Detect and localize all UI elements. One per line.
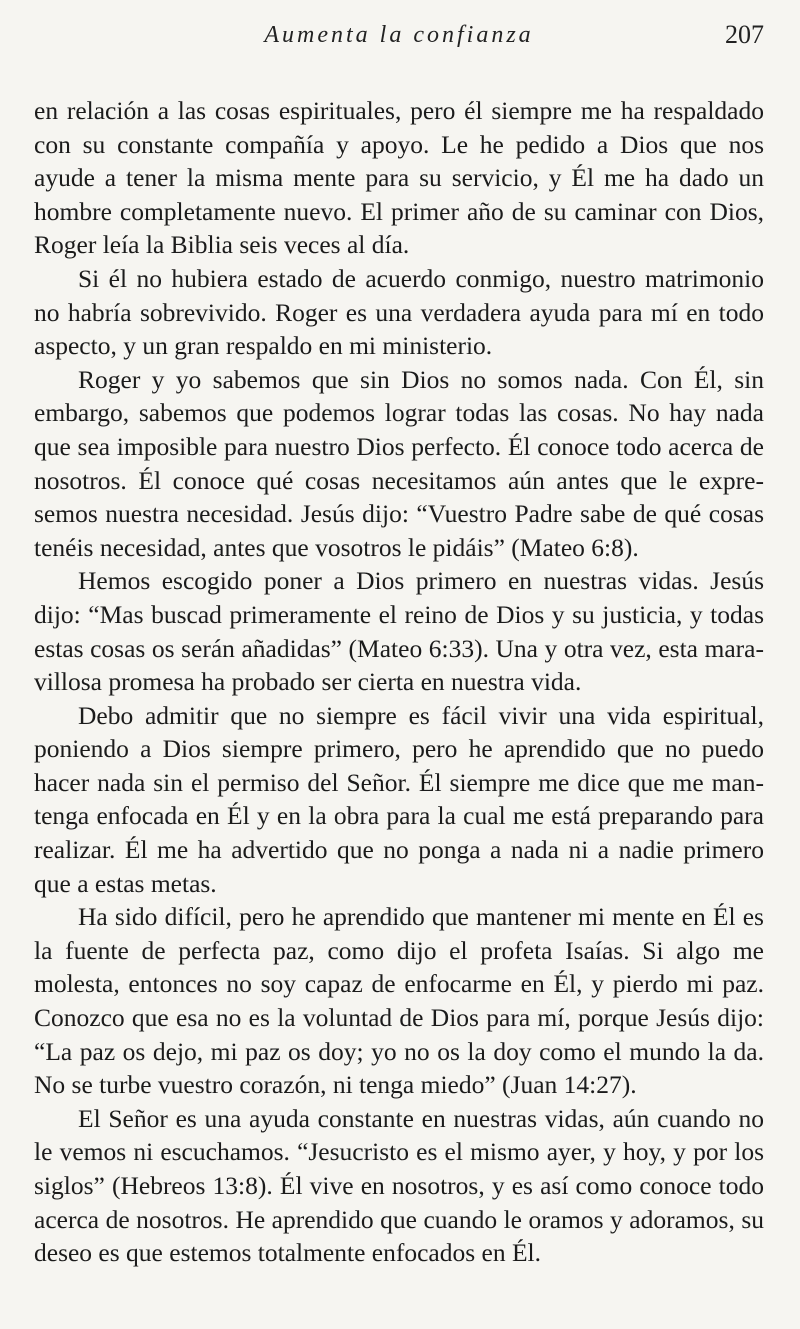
paragraph-5: Debo admitir que no siempre es fácil vivir una vida espiritual, poniendo a Dios siempre primero, pero he aprendido que no puedo hacer nada sin el permiso del Señor. Él siempre me dice que me mantenga enfocada en Él y en la obra para la cual me está preparando para realizar. Él me ha advertido que no ponga a nada ni a nadie primero que a estas metas. [34,700,764,898]
page-header [34,18,764,58]
page-number: 207 [725,20,764,49]
paragraph-7: El Señor es una ayuda constante en nuestras vidas, aún cuando no le vemos ni escuchamos. “Jesucristo es el mismo ayer, y hoy, y por los siglos” (Hebreos 13:8). Él vive en nosotros, y es así como conoce todo acerca de nosotros. He aprendido que cuando le oramos y adoramos, su deseo es que estemos totalmente enfocados en Él. [34,1103,764,1268]
paragraph-2: Si él no hubiera estado de acuerdo conmigo, nuestro matrimonio no habría sobrevivido. Roger es una verdadera ayuda para mí en todo aspecto, y un gran respaldo en mi ministerio. [34,263,764,361]
paragraph-4: Hemos escogido poner a Dios primero en nuestras vidas. Jesús dijo: “Mas buscad primeramente el reino de Dios y su justicia, y todas estas cosas os serán añadidas” (Mateo 6:33). Una y otra vez, esta maravillosa promesa ha probado ser cierta en nuestra vida. [34,566,764,697]
paragraph-1: en relación a las cosas espirituales, pero él siempre me ha respaldado con su constante compañía y apoyo. Le he pedido a Dios que nos ayude a tener la misma mente para su servicio, y Él me ha dado un hombre completamente nuevo. El primer año de su caminar con Dios, Roger leía la Biblia seis veces al día. [34,96,764,260]
paragraph-6: Ha sido difícil, pero he aprendido que mantener mi mente en Él es la fuente de perfecta paz, como dijo el profeta Isaías. Si algo me molesta, entonces no soy capaz de enfocarme en Él, y pierdo mi paz. Conozco que esa no es la voluntad de Dios para mí, porque Jesús dijo: “La paz os dejo, mi paz os doy; yo no os la doy como el mundo la da. No se turbe vuestro corazón, ni tenga miedo” (Juan 14:27). [34,902,764,1100]
body-text [34,94,764,1270]
paragraph-3: Roger y yo sabemos que sin Dios no somos nada. Con Él, sin embargo, sabemos que podemos lograr todas las cosas. No hay nada que sea imposible para nuestro Dios perfecto. Él conoce todo acerca de nosotros. Él conoce qué cosas necesitamos aún antes que le expresemos nuestra necesidad. Jesús dijo: “Vuestro Padre sabe de qué cosas tenéis necesidad, antes que vosotros le pidáis” (Mateo 6:8). [34,364,764,562]
running-title: Aumenta la confianza [264,22,534,48]
